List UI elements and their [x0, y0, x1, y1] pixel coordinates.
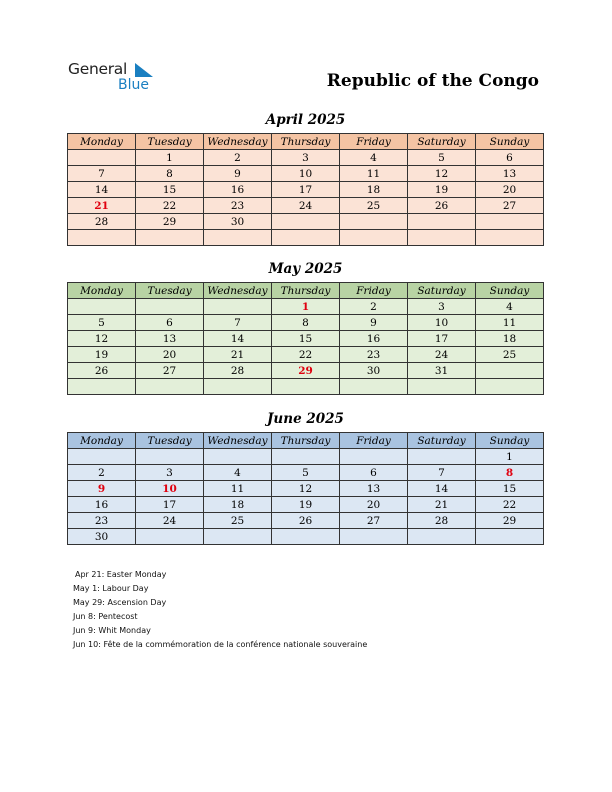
day-cell: 5 [68, 315, 136, 331]
day-cell: 27 [136, 363, 204, 379]
day-cell [136, 449, 204, 465]
day-cell: 15 [476, 481, 544, 497]
day-cell [272, 230, 340, 246]
day-cell: 26 [408, 198, 476, 214]
weekday-header: Friday [340, 283, 408, 299]
day-cell: 26 [272, 513, 340, 529]
weekday-header: Monday [68, 283, 136, 299]
day-cell: 6 [136, 315, 204, 331]
day-cell [340, 230, 408, 246]
week-row [68, 214, 544, 230]
logo-blue-text: Blue [118, 77, 149, 93]
week-row [68, 529, 544, 545]
month-title-june: June 2025 [267, 411, 344, 427]
day-cell: 6 [340, 465, 408, 481]
day-cell: 16 [204, 182, 272, 198]
day-cell [408, 449, 476, 465]
day-cell: 6 [476, 150, 544, 166]
holiday-day-cell: 8 [476, 465, 544, 481]
day-cell: 23 [68, 513, 136, 529]
weekday-header-row [68, 433, 544, 449]
day-cell: 17 [272, 182, 340, 198]
logo-triangle-icon [135, 63, 153, 77]
day-cell [272, 214, 340, 230]
day-cell: 23 [204, 198, 272, 214]
weekday-header: Saturday [408, 134, 476, 150]
weekday-header: Wednesday [204, 283, 272, 299]
generalblue-logo [68, 60, 168, 96]
day-cell [476, 363, 544, 379]
day-cell [476, 529, 544, 545]
weekday-header: Thursday [272, 283, 340, 299]
week-row [68, 150, 544, 166]
day-cell: 18 [476, 331, 544, 347]
day-cell [136, 230, 204, 246]
day-cell: 1 [136, 150, 204, 166]
day-cell [272, 449, 340, 465]
day-cell: 3 [136, 465, 204, 481]
day-cell: 4 [204, 465, 272, 481]
day-cell: 15 [136, 182, 204, 198]
day-cell: 17 [408, 331, 476, 347]
day-cell [68, 150, 136, 166]
day-cell: 15 [272, 331, 340, 347]
day-cell [340, 214, 408, 230]
day-cell: 29 [476, 513, 544, 529]
holiday-day-cell: 1 [272, 299, 340, 315]
day-cell: 5 [272, 465, 340, 481]
day-cell: 30 [204, 214, 272, 230]
week-row [68, 198, 544, 214]
week-row [68, 230, 544, 246]
weekday-header: Wednesday [204, 134, 272, 150]
day-cell: 24 [272, 198, 340, 214]
day-cell: 8 [272, 315, 340, 331]
week-row [68, 182, 544, 198]
day-cell: 27 [476, 198, 544, 214]
day-cell: 25 [204, 513, 272, 529]
day-cell: 24 [408, 347, 476, 363]
day-cell: 29 [136, 214, 204, 230]
day-cell: 22 [272, 347, 340, 363]
day-cell [408, 529, 476, 545]
day-cell: 16 [68, 497, 136, 513]
day-cell: 12 [272, 481, 340, 497]
day-cell [68, 230, 136, 246]
day-cell: 30 [68, 529, 136, 545]
day-cell [408, 379, 476, 395]
day-cell: 9 [204, 166, 272, 182]
day-cell: 10 [408, 315, 476, 331]
day-cell [68, 299, 136, 315]
week-row [68, 166, 544, 182]
weekday-header: Tuesday [136, 283, 204, 299]
day-cell: 23 [340, 347, 408, 363]
holiday-day-cell: 10 [136, 481, 204, 497]
day-cell [204, 449, 272, 465]
day-cell [340, 529, 408, 545]
weekday-header: Sunday [476, 134, 544, 150]
weekday-header-row [68, 134, 544, 150]
weekday-header: Saturday [408, 283, 476, 299]
day-cell: 30 [340, 363, 408, 379]
day-cell [476, 230, 544, 246]
weekday-header: Saturday [408, 433, 476, 449]
weekday-header: Tuesday [136, 134, 204, 150]
day-cell: 12 [68, 331, 136, 347]
day-cell: 2 [340, 299, 408, 315]
day-cell [408, 214, 476, 230]
day-cell: 4 [340, 150, 408, 166]
day-cell: 10 [272, 166, 340, 182]
weekday-header: Sunday [476, 433, 544, 449]
day-cell: 28 [68, 214, 136, 230]
day-cell [272, 529, 340, 545]
day-cell: 14 [408, 481, 476, 497]
day-cell [340, 449, 408, 465]
day-cell: 11 [476, 315, 544, 331]
day-cell: 27 [340, 513, 408, 529]
day-cell: 2 [204, 150, 272, 166]
day-cell: 4 [476, 299, 544, 315]
month-title-may: May 2025 [268, 261, 343, 277]
day-cell: 11 [204, 481, 272, 497]
day-cell: 8 [136, 166, 204, 182]
day-cell [340, 379, 408, 395]
day-cell: 11 [340, 166, 408, 182]
day-cell: 16 [340, 331, 408, 347]
day-cell: 22 [476, 497, 544, 513]
country-title: Republic of the Congo [326, 71, 539, 91]
day-cell: 13 [136, 331, 204, 347]
day-cell: 28 [408, 513, 476, 529]
week-row [68, 315, 544, 331]
week-row [68, 513, 544, 529]
week-row [68, 481, 544, 497]
week-row [68, 363, 544, 379]
day-cell: 7 [408, 465, 476, 481]
day-cell: 20 [136, 347, 204, 363]
weekday-header-row [68, 283, 544, 299]
day-cell [68, 379, 136, 395]
day-cell [136, 299, 204, 315]
week-row [68, 331, 544, 347]
calendar-april [67, 133, 544, 246]
day-cell: 25 [476, 347, 544, 363]
holiday-note: May 29: Ascension Day [73, 598, 167, 607]
day-cell: 19 [68, 347, 136, 363]
weekday-header: Wednesday [204, 433, 272, 449]
holiday-day-cell: 29 [272, 363, 340, 379]
logo-general-text: General [68, 60, 127, 78]
holiday-note: Apr 21: Easter Monday [75, 570, 167, 579]
calendar-june [67, 432, 544, 545]
day-cell [204, 230, 272, 246]
day-cell: 19 [408, 182, 476, 198]
day-cell [68, 449, 136, 465]
day-cell [204, 379, 272, 395]
day-cell: 18 [204, 497, 272, 513]
day-cell: 31 [408, 363, 476, 379]
day-cell: 7 [68, 166, 136, 182]
weekday-header: Monday [68, 134, 136, 150]
day-cell [136, 379, 204, 395]
day-cell [204, 529, 272, 545]
weekday-header: Thursday [272, 433, 340, 449]
day-cell [272, 379, 340, 395]
day-cell: 20 [340, 497, 408, 513]
week-row [68, 347, 544, 363]
day-cell: 24 [136, 513, 204, 529]
day-cell: 21 [408, 497, 476, 513]
day-cell: 9 [340, 315, 408, 331]
day-cell [204, 299, 272, 315]
month-title-april: April 2025 [265, 112, 346, 128]
weekday-header: Friday [340, 433, 408, 449]
day-cell: 5 [408, 150, 476, 166]
weekday-header: Thursday [272, 134, 340, 150]
holiday-note: Jun 10: Fête de la commémoration de la conférence nationale souveraine [73, 640, 368, 649]
day-cell: 14 [204, 331, 272, 347]
holiday-day-cell: 21 [68, 198, 136, 214]
day-cell: 12 [408, 166, 476, 182]
calendar-may [67, 282, 544, 395]
holiday-day-cell: 9 [68, 481, 136, 497]
day-cell: 22 [136, 198, 204, 214]
day-cell: 17 [136, 497, 204, 513]
day-cell: 1 [476, 449, 544, 465]
day-cell: 13 [476, 166, 544, 182]
day-cell: 19 [272, 497, 340, 513]
holiday-note: Jun 8: Pentecost [73, 612, 138, 621]
holiday-note: May 1: Labour Day [73, 584, 149, 593]
day-cell: 18 [340, 182, 408, 198]
day-cell [408, 230, 476, 246]
week-row [68, 379, 544, 395]
day-cell: 20 [476, 182, 544, 198]
weekday-header: Monday [68, 433, 136, 449]
weekday-header: Sunday [476, 283, 544, 299]
day-cell: 26 [68, 363, 136, 379]
day-cell [136, 529, 204, 545]
day-cell: 21 [204, 347, 272, 363]
day-cell: 2 [68, 465, 136, 481]
weekday-header: Friday [340, 134, 408, 150]
week-row [68, 449, 544, 465]
day-cell: 7 [204, 315, 272, 331]
weekday-header: Tuesday [136, 433, 204, 449]
day-cell [476, 214, 544, 230]
week-row [68, 465, 544, 481]
week-row [68, 497, 544, 513]
holiday-notes [73, 568, 367, 652]
holiday-note: Jun 9: Whit Monday [73, 626, 151, 635]
day-cell: 3 [272, 150, 340, 166]
day-cell: 13 [340, 481, 408, 497]
day-cell: 25 [340, 198, 408, 214]
day-cell: 3 [408, 299, 476, 315]
day-cell: 28 [204, 363, 272, 379]
day-cell [476, 379, 544, 395]
day-cell: 14 [68, 182, 136, 198]
week-row [68, 299, 544, 315]
